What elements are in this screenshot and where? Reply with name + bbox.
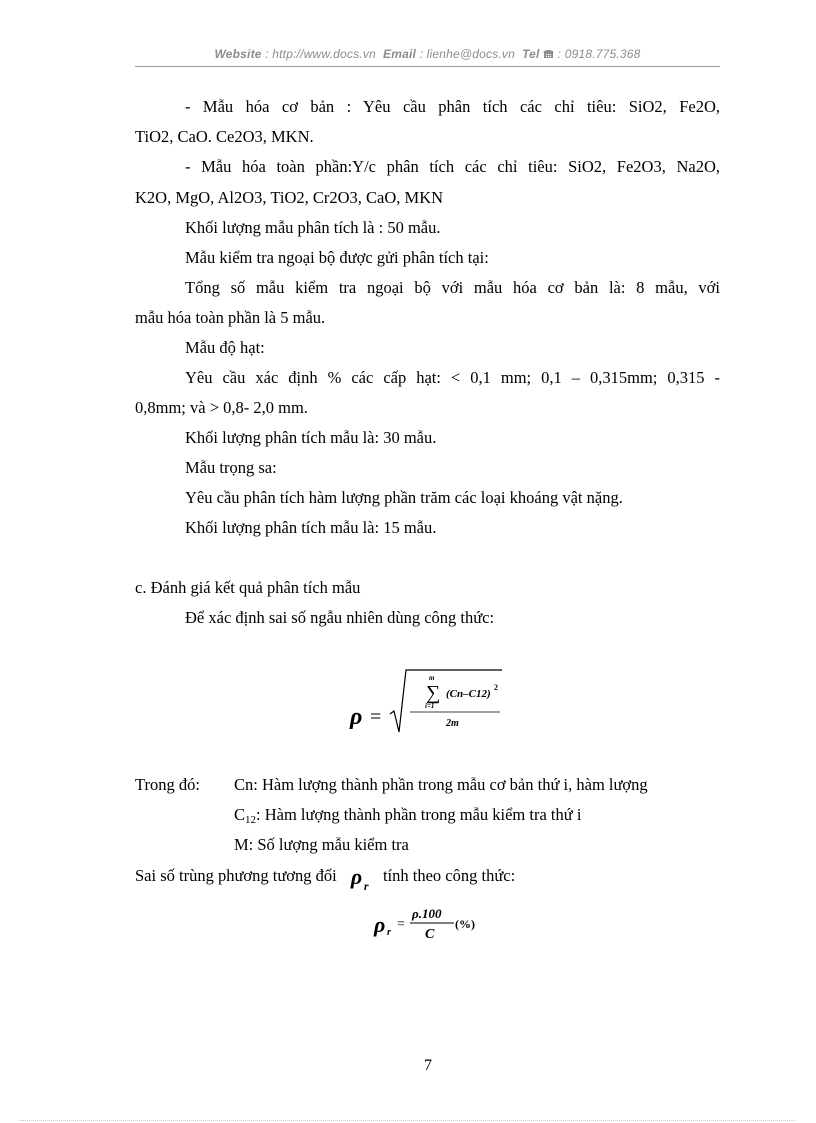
c12-subscript: 12	[245, 814, 257, 826]
c12-letter: C	[234, 805, 246, 824]
relative-error-text-before: Sai số trùng phương tương đối	[135, 866, 337, 885]
email-label: Email	[383, 47, 417, 61]
denominator: C	[425, 927, 435, 942]
explanation-m: M: Số lượng mẫu kiểm tra	[234, 835, 409, 854]
text-line: Mẫu trọng sa:	[185, 458, 277, 477]
relative-error-line	[135, 864, 516, 893]
error-formula	[348, 668, 508, 738]
explanation-label: Trong đó:	[135, 775, 200, 794]
text-line: Khối lượng phân tích mẫu là: 15 mẫu.	[185, 518, 437, 537]
page-number: 7	[424, 1057, 432, 1074]
exponent: 2	[494, 683, 498, 692]
text-line: Khối lượng phân tích mẫu là: 30 mẫu.	[185, 428, 437, 447]
sum-symbol: ∑	[426, 682, 441, 704]
numerator: (Cn–C12)	[446, 688, 491, 700]
website-value: : http://www.docs.vn	[265, 47, 376, 61]
relative-error-text-after: tính theo công thức:	[382, 866, 516, 885]
email-value: : lienhe@docs.vn	[419, 47, 515, 61]
bottom-divider	[20, 1120, 796, 1121]
tel-value: : 0918.775.368	[557, 47, 641, 61]
header-divider	[135, 66, 720, 67]
equals-sign: =	[397, 917, 405, 932]
phone-icon	[543, 48, 554, 62]
text-line: TiO2, CaO. Ce2O3, MKN.	[135, 127, 314, 146]
rho-symbol: ρ	[350, 704, 363, 730]
rho-subscript: r	[387, 927, 391, 938]
percent-unit: (%)	[455, 917, 475, 931]
page-header	[135, 47, 720, 62]
sum-lower-limit: i=1	[425, 702, 435, 710]
text-line: - Mẫu hóa cơ bản : Yêu cầu phân tích các chỉ tiêu: SiO2, Fe2O,	[185, 97, 720, 116]
text-line: Mẫu kiểm tra ngoại bộ được gửi phân tích tại:	[185, 248, 489, 267]
c12-text: : Hàm lượng thành phần trong mẫu kiểm tra thứ i	[256, 805, 582, 824]
equals-sign: =	[370, 706, 382, 728]
sum-upper-limit: m	[429, 674, 435, 682]
website-label: Website	[214, 47, 262, 61]
relative-error-formula	[372, 898, 487, 944]
text-line: Yêu cầu phân tích hàm lượng phần trăm các loại khoáng vật nặng.	[185, 488, 623, 507]
text-line: Yêu cầu xác định % các cấp hạt: < 0,1 mm; 0,1 – 0,315mm; 0,315 -	[185, 368, 720, 387]
explanation-c12	[234, 805, 581, 830]
section-heading: c. Đánh giá kết quả phân tích mẫu	[135, 578, 361, 597]
text-line: 0,8mm; và > 0,8- 2,0 mm.	[135, 398, 308, 417]
denominator: 2m	[446, 718, 459, 729]
text-line: Mẫu độ hạt:	[185, 338, 265, 357]
text-line: Tổng số mẫu kiểm tra ngoại bộ với mẫu hóa cơ bản là: 8 mẫu, với	[185, 278, 720, 297]
text-line: - Mẫu hóa toàn phần:Y/c phân tích các chỉ tiêu: SiO2, Fe2O3, Na2O,	[185, 157, 720, 176]
rho-symbol: ρ	[374, 912, 386, 937]
text-line: mẫu hóa toàn phần là 5 mẫu.	[135, 308, 326, 327]
text-line: Để xác định sai số ngẫu nhiên dùng công thức:	[185, 608, 495, 627]
text-line: K2O, MgO, Al2O3, TiO2, Cr2O3, CaO, MKN	[135, 188, 444, 207]
numerator: ρ.100	[412, 906, 442, 921]
tel-label: Tel	[522, 47, 540, 61]
rho-r-symbol: ρ r	[350, 864, 369, 893]
text-line: Khối lượng mẫu phân tích là : 50 mẫu.	[185, 218, 441, 237]
explanation-cn: Cn: Hàm lượng thành phần trong mẫu cơ bản thứ i, hàm lượng	[234, 775, 648, 794]
